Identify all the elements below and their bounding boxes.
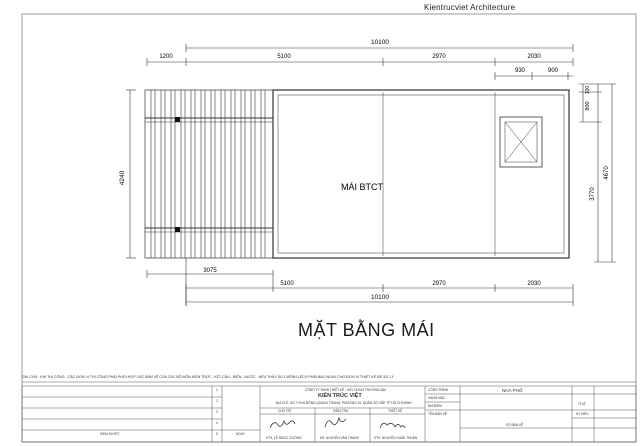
- tb-company-name: KIẾN TRÚC VIỆT: [318, 393, 362, 399]
- tb-role-2: KIỂM TRA: [333, 409, 348, 413]
- dim-right-4: 4670: [604, 166, 610, 180]
- dim-right-3: 3770: [590, 187, 596, 201]
- tb-address: ĐỊA CHỈ : SỐ 7 KHU ĐÔNG QUANG TRUNG, PHƯỜNG 10, QUẬN GÒ VẤP, TP HỒ CHÍ MINH: [276, 401, 412, 405]
- tb-row-5: 5: [216, 432, 218, 436]
- tb-company-line: CÔNG TY TNHH THIẾT KẾ - XÂY DỰNG THƯƠNG MẠI: [305, 388, 386, 392]
- bottom-dimensions: [147, 258, 573, 306]
- dim-bottom-1: 3075: [203, 268, 217, 274]
- tb-person-2: KS. NGUYỄN VĂN THÀNH: [320, 436, 359, 440]
- top-dimensions: [147, 44, 573, 80]
- tb-project-label: CÔNG TRÌNH: [428, 388, 449, 392]
- brand-name: Kientrucviet Architecture: [424, 3, 516, 12]
- pergola-slats: [145, 90, 273, 258]
- post-marker-top: [175, 117, 180, 122]
- dim-top-3: 2970: [432, 54, 446, 60]
- dim-bottom-total: 10100: [370, 294, 390, 301]
- drawing-title: MẶT BẰNG MÁI: [298, 320, 435, 340]
- tb-row-3: 3: [216, 410, 218, 414]
- dim-right-2: 800: [585, 101, 591, 111]
- tb-role-3: THIẾT KẾ: [388, 409, 403, 413]
- dim-top-1: 1200: [159, 54, 173, 60]
- dim-top-2: 5100: [277, 54, 291, 60]
- tb-person-3: KTS. NGUYỄN XUÂN THUẬN: [374, 436, 418, 440]
- tb-left-label-2: NGÀY: [236, 432, 246, 436]
- tb-field-2: ĐỊA ĐIỂM: [428, 404, 442, 408]
- dim-top-4: 2030: [527, 54, 541, 60]
- general-note: GHI CHÚ : KHI THI CÔNG , CÁC ĐƠN VỊ THI CÔNG PHẢI PHỐI HỢP CÁC BẢN VẼ CỦA CÁC BỘ MÔN KIẾN TRÚC , KẾT CẤU , ĐIỆN , NƯỚC . NẾU THẤY SỰ CHÊNH LỆCH PHẢI BÁO NGAY CHO ĐƠN VỊ THIẾT KẾ ĐỂ XỬ LÝ .: [22, 375, 396, 379]
- tb-left-label: KIỂM DUYỆT: [100, 432, 120, 436]
- dim-top-total: 10100: [370, 39, 390, 46]
- tb-role-1: CHỦ TRÌ: [278, 409, 291, 413]
- tb-field-3: TÊN BẢN VẼ: [428, 412, 447, 416]
- room-label: MÁI BTCT: [341, 182, 383, 192]
- post-marker-bottom: [175, 227, 180, 232]
- tb-row-1: 1: [216, 388, 218, 392]
- left-dimensions: [126, 90, 136, 258]
- dim-left-1: 4240: [119, 170, 126, 186]
- tb-sheet-label: SỐ BẢN VẼ: [506, 423, 524, 427]
- tb-scale-label: TỈ LỆ: [578, 402, 586, 406]
- signatures: [270, 418, 405, 428]
- dim-top-sub-1: 930: [514, 68, 526, 74]
- roof-slab: [273, 90, 569, 258]
- tb-row-4: 4: [216, 421, 218, 425]
- tb-row-2: 2: [216, 399, 218, 403]
- tb-field-1: HẠNG MỤC: [428, 396, 446, 400]
- dim-top-sub-2: 900: [547, 68, 559, 74]
- tb-field-4: KÝ HIỆU: [576, 412, 589, 416]
- tb-person-1: KTS. LÊ NGỌC CƯỜNG: [266, 436, 302, 440]
- dim-bottom-3: 2970: [432, 281, 446, 287]
- dim-bottom-2: 5100: [280, 281, 294, 287]
- dim-right-1: 100: [585, 85, 591, 95]
- dim-bottom-4: 2030: [527, 281, 541, 287]
- tb-project-name: NHÀ PHỐ: [502, 388, 523, 393]
